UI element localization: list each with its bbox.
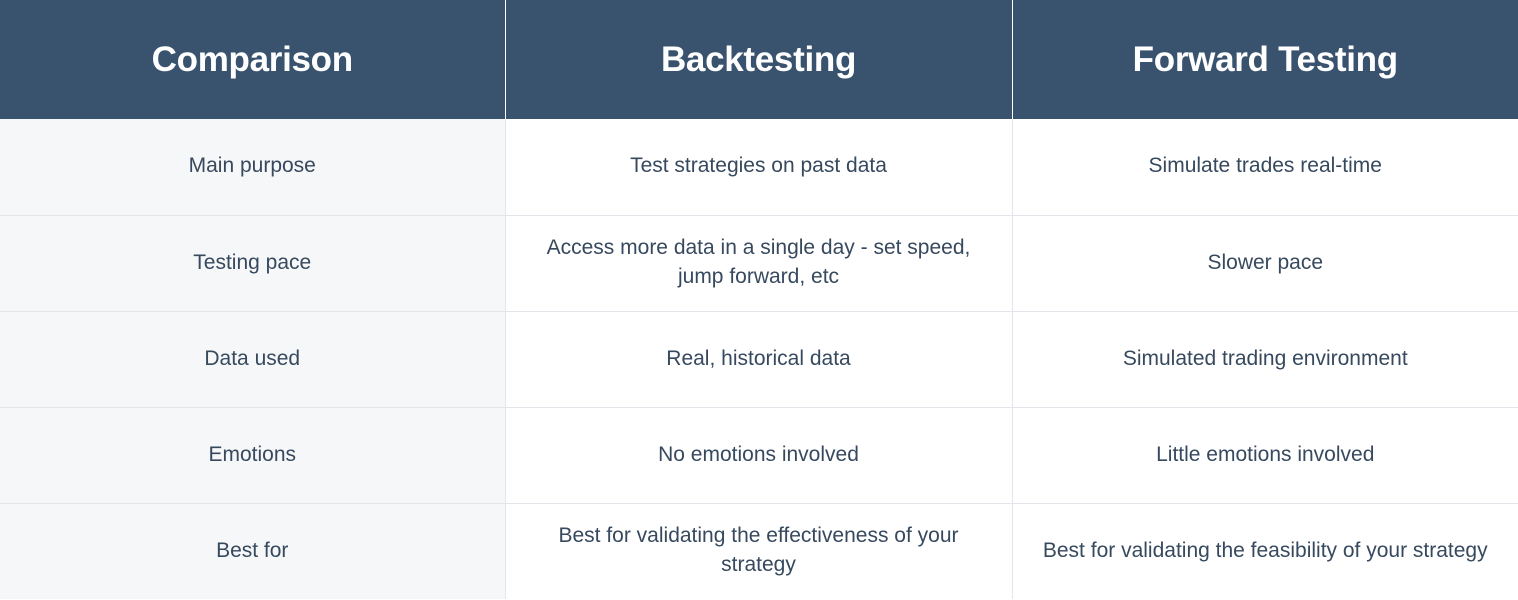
table-body [0,119,1518,599]
cell-forward-testing: Little emotions involved [1012,407,1518,503]
cell-backtesting: Best for validating the effectiveness of your strategy [505,503,1012,599]
table-row [0,119,1518,215]
row-label: Best for [0,503,505,599]
cell-forward-testing: Best for validating the feasibility of your strategy [1012,503,1518,599]
row-label: Main purpose [0,119,505,215]
row-label: Emotions [0,407,505,503]
table-row [0,215,1518,311]
row-label: Data used [0,311,505,407]
cell-backtesting: Test strategies on past data [505,119,1012,215]
table-row [0,503,1518,599]
cell-backtesting: Access more data in a single day - set speed, jump forward, etc [505,215,1012,311]
table-row [0,407,1518,503]
cell-backtesting: Real, historical data [505,311,1012,407]
table-row [0,311,1518,407]
table-header-row [0,0,1518,119]
column-header-backtesting: Backtesting [505,0,1012,119]
row-label: Testing pace [0,215,505,311]
column-header-forward-testing: Forward Testing [1012,0,1518,119]
cell-backtesting: No emotions involved [505,407,1012,503]
table-header [0,0,1518,119]
cell-forward-testing: Slower pace [1012,215,1518,311]
cell-forward-testing: Simulate trades real-time [1012,119,1518,215]
cell-forward-testing: Simulated trading environment [1012,311,1518,407]
column-header-comparison: Comparison [0,0,505,119]
